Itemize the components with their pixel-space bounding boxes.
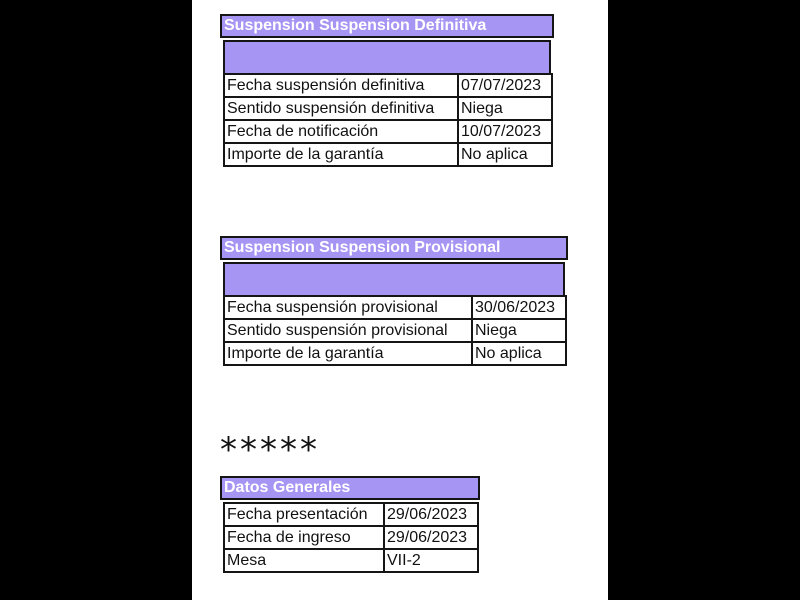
field-value: 29/06/2023: [384, 526, 478, 549]
suspension-definitiva-section: [220, 14, 554, 167]
table-row: [224, 342, 566, 365]
suspension-provisional-header: Suspension Suspension Provisional: [220, 236, 568, 260]
field-value: VII-2: [384, 549, 478, 572]
field-label: Fecha suspensión provisional: [224, 296, 472, 319]
field-value: 10/07/2023: [458, 120, 552, 143]
datos-generales-section: [220, 476, 480, 573]
document-page: [192, 0, 608, 600]
suspension-provisional-section: [220, 236, 568, 366]
field-value: No aplica: [472, 342, 566, 365]
field-label: Mesa: [224, 549, 384, 572]
table-row: [224, 319, 566, 342]
field-label: Sentido suspensión provisional: [224, 319, 472, 342]
field-label: Fecha suspensión definitiva: [224, 74, 458, 97]
table-row: [224, 296, 566, 319]
field-value: Niega: [458, 97, 552, 120]
table-row: [224, 120, 552, 143]
field-value: 30/06/2023: [472, 296, 566, 319]
field-value: 07/07/2023: [458, 74, 552, 97]
table-row: [224, 503, 478, 526]
field-label: Sentido suspensión definitiva: [224, 97, 458, 120]
table-row: [224, 97, 552, 120]
datos-generales-header: Datos Generales: [220, 476, 480, 500]
field-label: Importe de la garantía: [224, 143, 458, 166]
field-label: Importe de la garantía: [224, 342, 472, 365]
table-row: [224, 74, 552, 97]
field-value: No aplica: [458, 143, 552, 166]
separator-asterisks: *****: [220, 430, 320, 470]
suspension-definitiva-header: Suspension Suspension Definitiva: [220, 14, 554, 38]
field-label: Fecha presentación: [224, 503, 384, 526]
table-row: [224, 549, 478, 572]
table-row: [224, 526, 478, 549]
suspension-provisional-table: [223, 295, 567, 366]
field-label: Fecha de ingreso: [224, 526, 384, 549]
field-label: Fecha de notificación: [224, 120, 458, 143]
table-row: [224, 143, 552, 166]
field-value: 29/06/2023: [384, 503, 478, 526]
suspension-definitiva-band: [223, 40, 551, 73]
datos-generales-table: [223, 502, 479, 573]
suspension-definitiva-table: [223, 73, 553, 167]
field-value: Niega: [472, 319, 566, 342]
suspension-provisional-band: [223, 262, 565, 295]
